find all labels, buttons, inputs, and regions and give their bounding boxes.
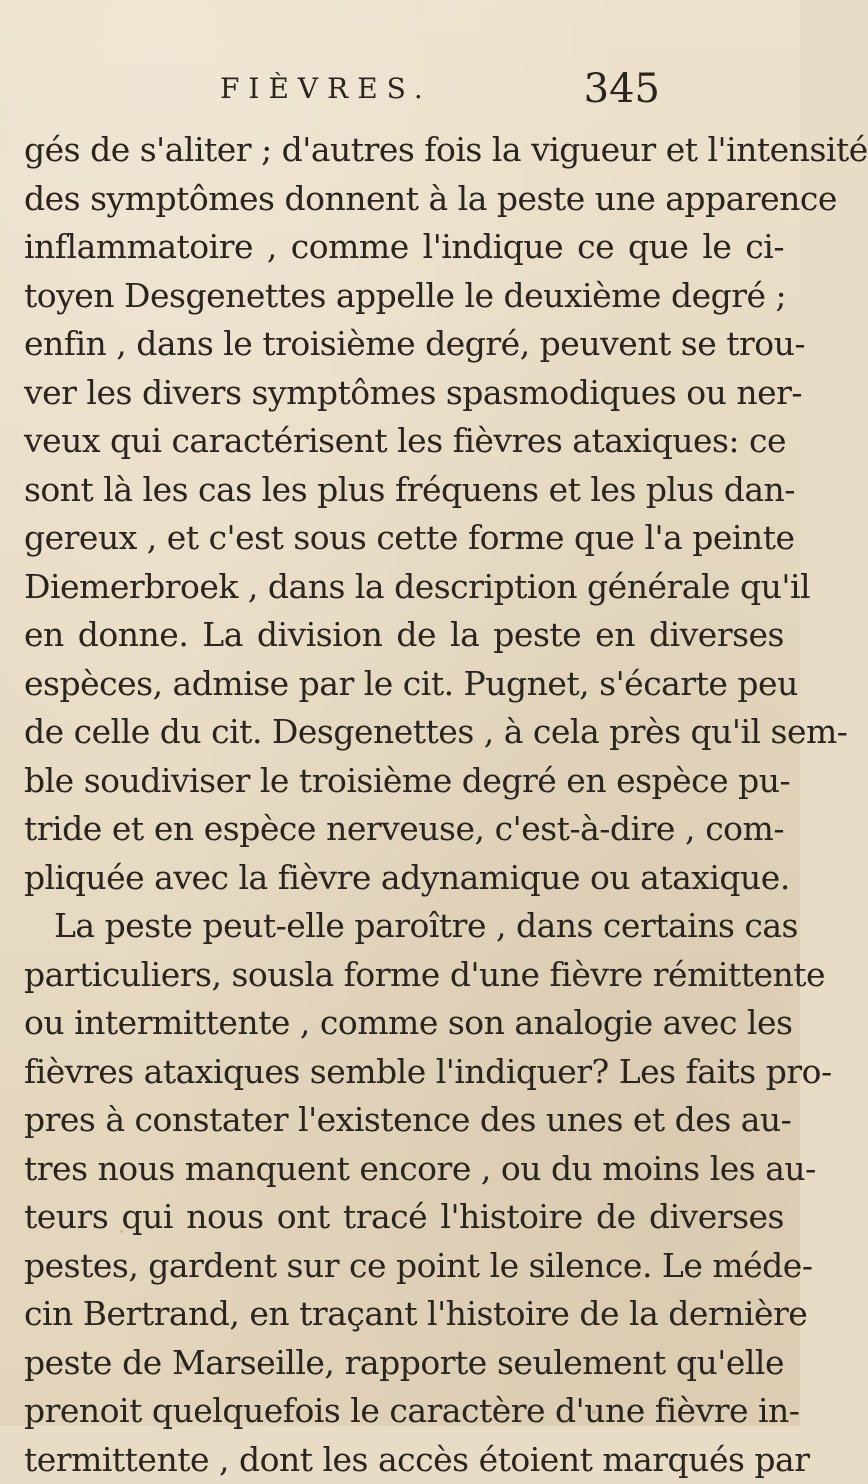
running-title: FIÈVRES.: [220, 72, 432, 105]
text-line: inflammatoire , comme l'indique ce que le ci-: [24, 223, 784, 272]
text-line: pres à constater l'existence des unes et des au-: [24, 1096, 784, 1145]
text-line: teurs qui nous ont tracé l'histoire de diverses: [24, 1193, 784, 1242]
paper-speck: [120, 1230, 123, 1233]
paragraph-end-line: pliquée avec la fièvre adynamique ou ataxique.: [24, 854, 784, 903]
text-line: ble soudiviser le troisième degré en espèce pu-: [24, 757, 784, 806]
text-line: termittente , dont les accès étoient marqués par: [24, 1436, 784, 1484]
text-line: Diemerbroek , dans la description générale qu'il: [24, 563, 784, 612]
text-line: gereux , et c'est sous cette forme que l'a peinte: [24, 514, 784, 563]
text-line: ver les divers symptômes spasmodiques ou ner-: [24, 369, 784, 418]
text-line: sont là les cas les plus fréquens et les plus dan-: [24, 466, 784, 515]
body-text: [24, 126, 784, 1484]
text-line: tride et en espèce nerveuse, c'est-à-dire , com-: [24, 805, 784, 854]
text-line: en donne. La division de la peste en diverses: [24, 611, 784, 660]
text-line: pestes, gardent sur ce point le silence. Le méde-: [24, 1242, 784, 1291]
text-line: peste de Marseille, rapporte seulement qu'elle: [24, 1339, 784, 1388]
text-line: veux qui caractérisent les fièvres ataxiques: ce: [24, 417, 784, 466]
text-line: fièvres ataxiques semble l'indiquer? Les faits pro-: [24, 1048, 784, 1097]
text-line: espèces, admise par le cit. Pugnet, s'écarte peu: [24, 660, 784, 709]
paper-speck: [180, 1362, 186, 1368]
text-line: ou intermittente , comme son analogie avec les: [24, 999, 784, 1048]
text-line: prenoit quelquefois le caractère d'une fièvre in-: [24, 1387, 784, 1436]
text-line: gés de s'aliter ; d'autres fois la vigueur et l'intensité: [24, 126, 784, 175]
text-line: cin Bertrand, en traçant l'histoire de la dernière: [24, 1290, 784, 1339]
text-line: toyen Desgenettes appelle le deuxième degré ;: [24, 272, 784, 321]
paper-speck: [592, 1410, 596, 1414]
text-line: de celle du cit. Desgenettes , à cela près qu'il sem-: [24, 708, 784, 757]
paragraph-start-line: La peste peut-elle paroître , dans certains cas: [24, 902, 784, 951]
text-line: enfin , dans le troisième degré, peuvent se trou-: [24, 320, 784, 369]
page-header: [220, 72, 660, 116]
text-line: particuliers, sousla forme d'une fièvre rémittente: [24, 951, 784, 1000]
text-line: tres nous manquent encore , ou du moins les au-: [24, 1145, 784, 1194]
page-number: 345: [584, 66, 660, 112]
text-line: des symptômes donnent à la peste une apparence: [24, 175, 784, 224]
